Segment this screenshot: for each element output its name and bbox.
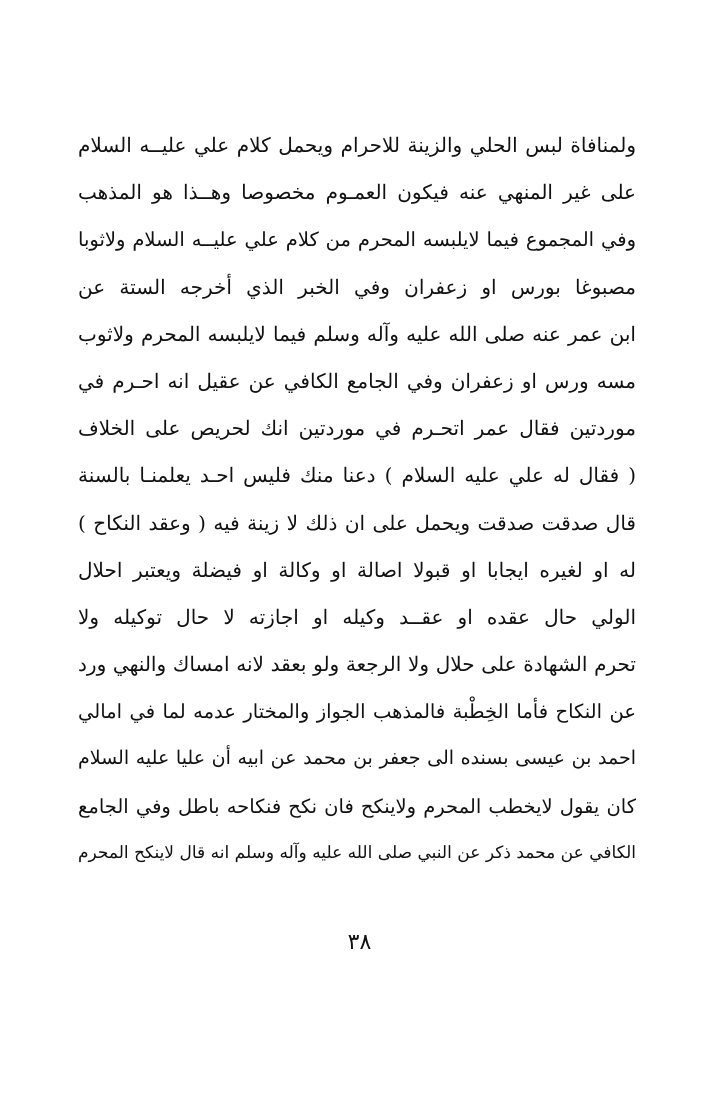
text-line-5: ابن عمر عنه صلى الله عليه وآله وسلم فيما لايلبسه المحرم ولاثوب (78, 321, 636, 346)
page-number: ٣٨ (347, 930, 372, 955)
text-line-8: ( فقال له علي عليه السلام ) دعنا منك فليس احـد يعلمنـا بالسنة (78, 463, 636, 488)
text-line-16: الكافي عن محمد ذكر عن النبي صلى الله عليه وآله وسلم انه قال لاينكح المحرم (78, 842, 636, 863)
text-line-3: وفي المجموع فيما لايلبسه المحرم من كلام علي عليــه السلام ولاثوبا (78, 228, 636, 252)
text-line-4: مصبوغا بورس او زعفران وفي الخبر الذي أخرجه الستة عن (78, 274, 636, 299)
text-line-15: كان يقول لايخطب المحرم ولاينكح فان نكح فنكاحه باطل وفي الجامع (78, 794, 636, 818)
body-text (78, 122, 636, 877)
text-line-11: الولي حال عقده او عقــد وكيله او اجازته لا حال توكيله ولا (78, 604, 636, 629)
text-line-1: ولمنافاة لبس الحلي والزينة للاحرام ويحمل كلام علي عليــه السلام (78, 133, 636, 157)
text-line-9: قال صدقت صدقت ويحمل على ان ذلك لا زينة فيه ( وعقد النكاح ) (78, 510, 636, 535)
text-line-13: عن النكاح فأما الخِطْبة فالمذهب الجواز والمختار عدمه لما في امالي (78, 700, 636, 724)
text-line-6: مسه ورس او زعفران وفي الجامع الكافي عن عقيل انه احـرم في (78, 368, 636, 393)
text-line-14: احمد بن عيسى بسنده الى جعفر بن محمد عن ابيه أن عليا عليه السلام (78, 747, 636, 770)
text-line-7: موردتين فقال عمر اتحـرم في موردتين انك لحريص على الخلاف (78, 416, 636, 441)
text-line-12: تحرم الشهادة على حلال ولا الرجعة ولو بعقد لانه امساك والنهي ورد (78, 652, 636, 677)
text-line-2: على غير المنهي عنه فيكون العمـوم مخصوصا وهــذا هو المذهب (78, 180, 636, 205)
text-line-10: له او لغيره ايجابا او قبولا اصالة او وكالة او فيضلة ويعتبر احلال (78, 557, 636, 582)
